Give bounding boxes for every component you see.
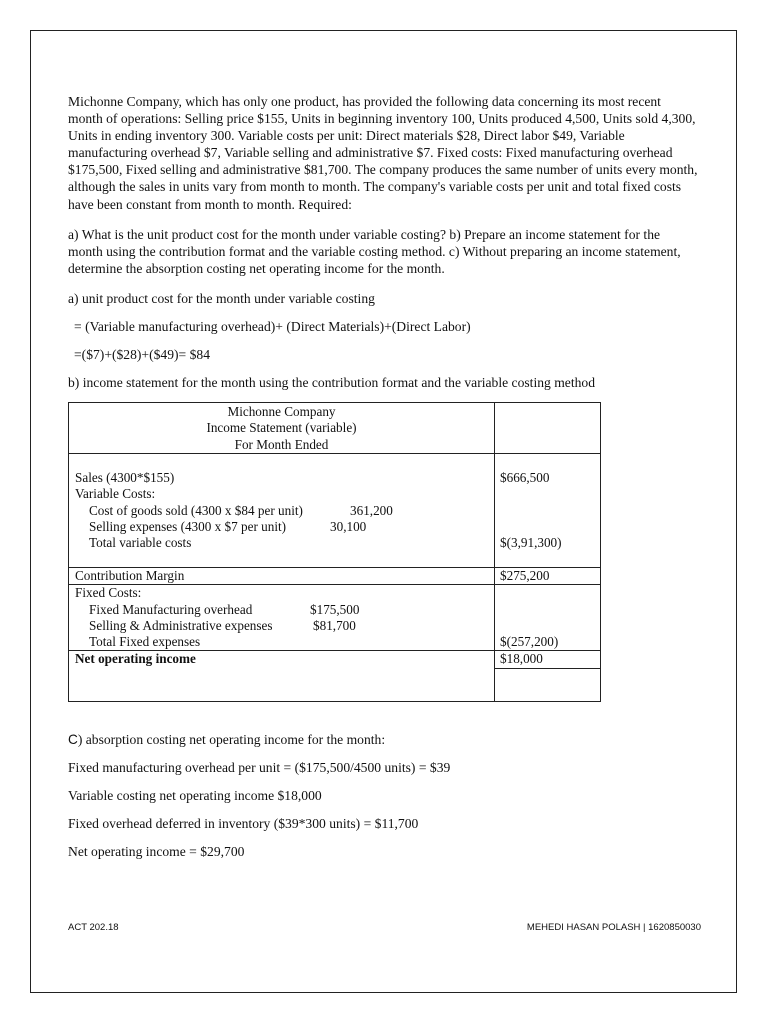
- total-fixed-label: Total Fixed expenses: [89, 634, 201, 650]
- fixed-costs-section: [69, 585, 495, 651]
- part-c-line-2: Variable costing net operating income $18,000: [68, 788, 322, 803]
- selling-label: Selling expenses (4300 x $7 per unit): [89, 518, 287, 534]
- part-a-result: =($7)+($28)+($49)= $84: [74, 347, 210, 362]
- part-c-heading-letter: C: [68, 732, 78, 747]
- statement-blank-right: [495, 668, 601, 701]
- total-fixed-value: $(257,200): [500, 634, 559, 650]
- footer-course: ACT 202.18: [68, 922, 119, 933]
- noi-label-cell: [69, 651, 495, 668]
- cm-value-cell: [495, 568, 601, 585]
- noi-label: Net operating income: [75, 651, 196, 667]
- fixed-costs-label: Fixed Costs:: [75, 585, 142, 601]
- selling-value: 30,100: [330, 518, 367, 534]
- statement-blank-left: [69, 668, 495, 701]
- part-c-line-1: Fixed manufacturing overhead per unit = ($175,500/4500 units) = $39: [68, 760, 451, 775]
- sga-value: $81,700: [313, 617, 356, 633]
- part-a-heading: a) unit product cost for the month under variable costing: [68, 291, 375, 306]
- statement-period: For Month Ended: [234, 436, 329, 452]
- fixed-costs-values: [495, 585, 601, 651]
- total-variable-value: $(3,91,300): [500, 535, 562, 551]
- cm-label: Contribution Margin: [75, 568, 185, 583]
- variable-costs-label: Variable Costs:: [75, 486, 156, 502]
- fmo-value: $175,500: [310, 601, 360, 617]
- income-statement-table: [68, 402, 601, 702]
- part-c-line-3: Fixed overhead deferred in inventory ($39*300 units) = $11,700: [68, 816, 419, 831]
- sales-label: Sales (4300*$155): [75, 470, 175, 485]
- cm-value: $275,200: [500, 568, 550, 583]
- part-c-heading-text: ) absorption costing net operating income for the month:: [77, 732, 386, 747]
- statement-header: [69, 403, 495, 454]
- total-variable-label: Total variable costs: [89, 535, 192, 551]
- footer-author: MEHEDI HASAN POLASH | 1620850030: [526, 922, 701, 933]
- part-c-heading: [68, 731, 385, 748]
- sales-values: [495, 454, 601, 568]
- sales-value: $666,500: [500, 470, 550, 485]
- noi-value-cell: [495, 651, 601, 668]
- cm-label-cell: [69, 568, 495, 585]
- sga-label: Selling & Administrative expenses: [89, 617, 273, 633]
- cogs-label: Cost of goods sold (4300 x $84 per unit): [89, 502, 303, 518]
- problem-intro: Michonne Company, which has only one product, has provided the following data concerning its most recent month of operations: Selling price $155, Units in beginning inventory 100, Units produced 4,500, Units sold 4,300, Units in ending inventory 300. Variable costs per unit: Direct materials $28, Direct labor $49, Variable manufacturing overhead $7, Variable selling and administrative $7. Fixed costs: Fixed manufacturing overhead $175,500, Fixed selling and administrative $81,700. The company produces the same number of units every month, although the sales in units vary from month to month. The company's variable costs per unit and total fixed costs have been constant from month to month. Required:: [68, 94, 698, 212]
- part-a-formula: = (Variable manufacturing overhead)+ (Direct Materials)+(Direct Labor): [74, 319, 471, 334]
- statement-header-blank: [495, 403, 601, 454]
- statement-title: Income Statement (variable): [206, 420, 357, 436]
- part-c-line-4: Net operating income = $29,700: [68, 844, 245, 859]
- cogs-value: 361,200: [350, 502, 393, 518]
- fmo-label: Fixed Manufacturing overhead: [89, 601, 253, 617]
- sales-section: [69, 454, 495, 568]
- noi-value: $18,000: [500, 651, 543, 667]
- part-b-heading: b) income statement for the month using the contribution format and the variable costing method: [68, 375, 596, 390]
- statement-company: Michonne Company: [227, 404, 336, 419]
- problem-requirements: a) What is the unit product cost for the month under variable costing? b) Prepare an income statement for the month using the contribution format and the variable costing method. c) Without preparing an income statement, determine the absorption costing net operating income for the month.: [68, 227, 681, 277]
